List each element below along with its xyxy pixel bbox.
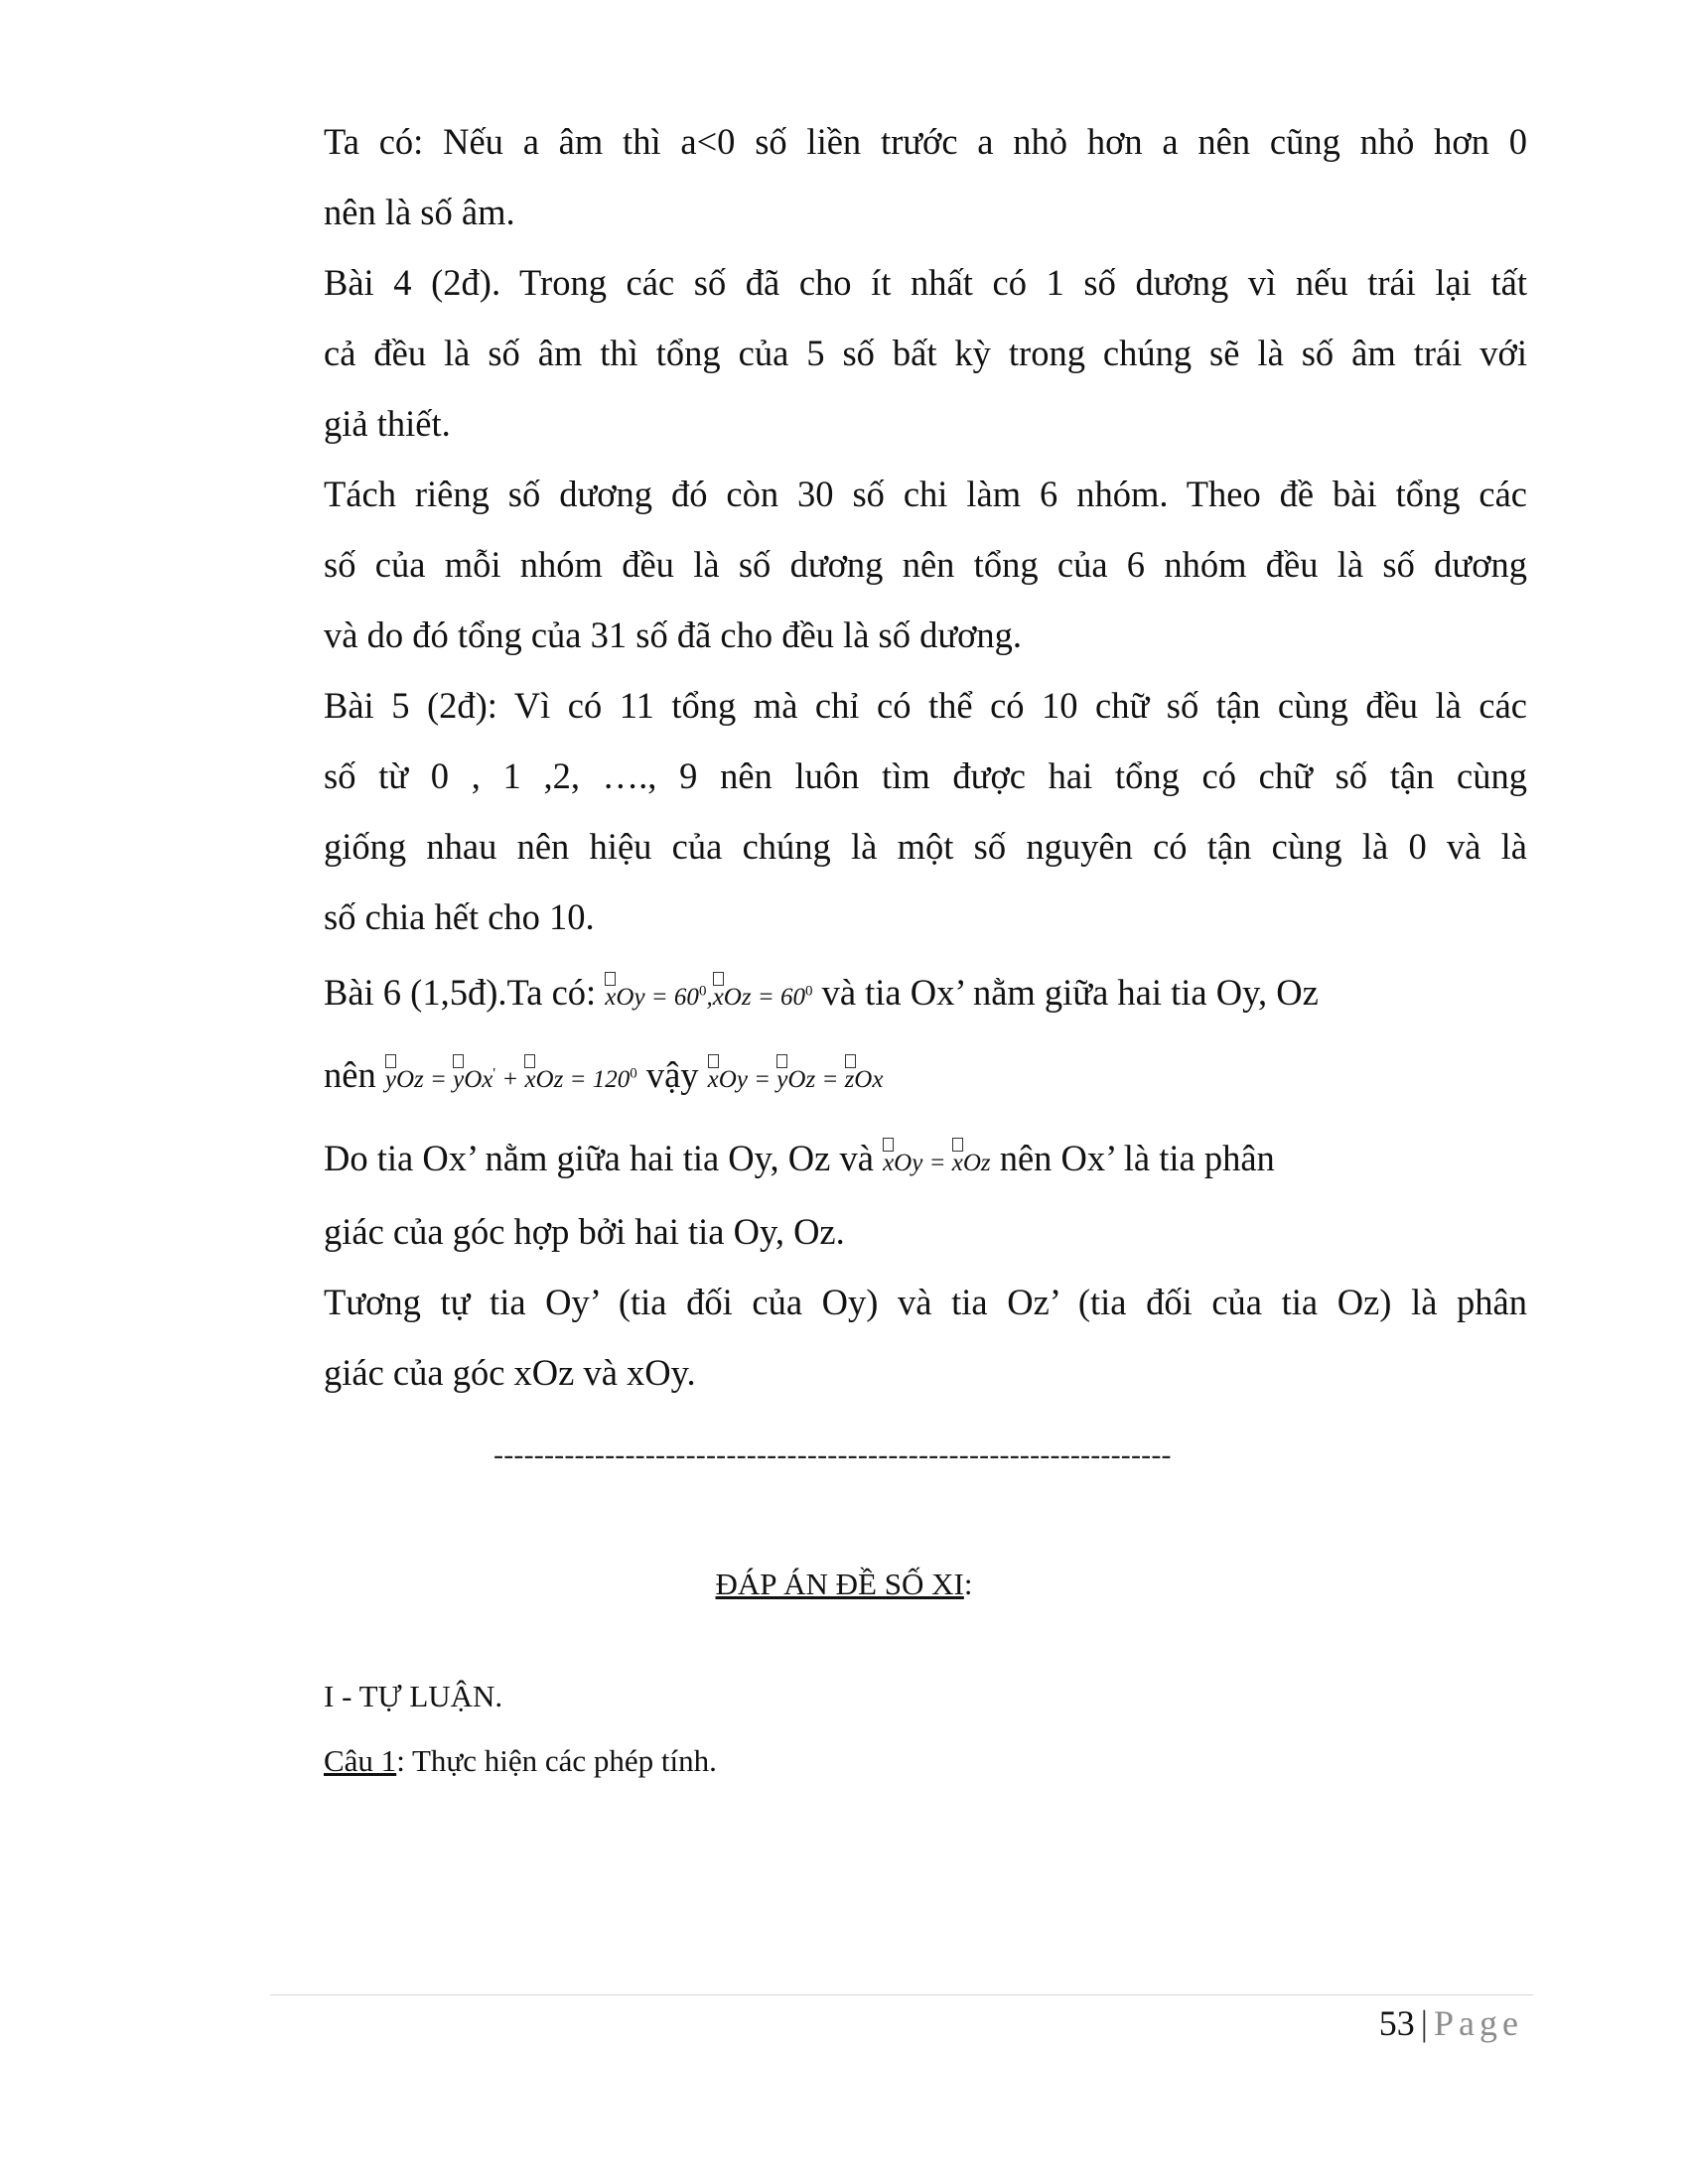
bai6-line-1-post: và tia Ox’ nằm giữa hai tia Oy, Oz xyxy=(812,972,1319,1013)
question-1-label: Câu 1 xyxy=(324,1743,397,1778)
text-line-4: cả đều là số âm thì tổng của 5 số bất kỳ trong chúng sẽ là số âm trái với xyxy=(324,333,1527,373)
text-line-10: số từ 0 , 1 ,2, …., 9 nên luôn tìm được hai tổng có chữ số tận cùng xyxy=(324,755,1527,796)
section-title: I - TỰ LUẬN. xyxy=(324,1679,503,1713)
bai6-line-5: Tương tự tia Oy’ (tia đối của Oy) và tia Oz’ (tia đối của tia Oz) là phân xyxy=(324,1282,1527,1322)
page-footer xyxy=(1379,2002,1523,2044)
text-line-6: Tách riêng số dương đó còn 30 số chi làm 6 nhóm. Theo đề bài tổng các xyxy=(324,474,1527,514)
text-line-11: giống nhau nên hiệu của chúng là một số nguyên có tận cùng là 0 và là xyxy=(324,826,1527,867)
question-1 xyxy=(324,1743,717,1779)
text-line-5: giả thiết. xyxy=(324,403,451,444)
question-1-text: : Thực hiện các phép tính. xyxy=(396,1743,717,1778)
formula-equal-angles: xOy = yOz = zOx xyxy=(707,1066,884,1093)
formula-angles-60: xOy = $60^0,xOz = 60^0$ xyxy=(605,983,813,1011)
text-line-9: Bài 5 (2đ): Vì có 11 tổng mà chỉ có thể có 10 chữ số tận cùng đều là các xyxy=(324,685,1527,726)
footer-divider xyxy=(270,1994,1533,1995)
text-line-3: Bài 4 (2đ). Trong các số đã cho ít nhất có 1 số dương vì nếu trái lại tất xyxy=(324,262,1527,303)
page-number: 53 xyxy=(1378,2003,1415,2043)
bai6-line-6: giác của góc xOz và xOy. xyxy=(324,1352,696,1393)
text-line-1: Ta có: Nếu a âm thì a<0 số liền trước a nhỏ hơn a nên cũng nhỏ hơn 0 xyxy=(324,121,1527,162)
bai6-line-2 xyxy=(324,1054,1527,1095)
bai6-line-1-pre: Bài 6 (1,5đ).Ta có: xyxy=(324,972,606,1013)
bai6-line-1 xyxy=(324,972,1527,1013)
answer-heading-text: ĐÁP ÁN ĐỀ SỐ XI xyxy=(715,1567,964,1601)
bai6-line-4: giác của góc hợp bởi hai tia Oy, Oz. xyxy=(324,1211,845,1252)
bai6-line-3-pre: Do tia Ox’ nằm giữa hai tia Oy, Oz và xyxy=(324,1138,884,1178)
text-line-12: số chia hết cho 10. xyxy=(324,896,595,937)
bai6-line-2-pre: nên xyxy=(324,1054,385,1095)
text-line-8: và do đó tổng của 31 số đã cho đều là số dương. xyxy=(324,614,1023,655)
formula-yoz-sum: yOz = yOx' + xOz = $120^0$ xyxy=(384,1065,637,1093)
text-line-7: số của mỗi nhóm đều là số dương nên tổng của 6 nhóm đều là số dương xyxy=(324,544,1527,585)
page-label: Page xyxy=(1434,2003,1523,2043)
formula-xoy-xoz: xOy = xOz xyxy=(883,1150,991,1176)
answer-heading-colon: : xyxy=(963,1567,973,1601)
bai6-line-2-mid: vậy xyxy=(636,1054,708,1095)
text-line-2: nên là số âm. xyxy=(324,192,515,232)
footer-bar: | xyxy=(1420,2003,1429,2043)
bai6-line-3-post: nên Ox’ là tia phân xyxy=(990,1138,1275,1178)
answer-heading xyxy=(0,1567,1688,1602)
bai6-line-3 xyxy=(324,1138,1527,1178)
separator-dashes: ------------------------------------------------------------------- xyxy=(493,1438,1172,1471)
